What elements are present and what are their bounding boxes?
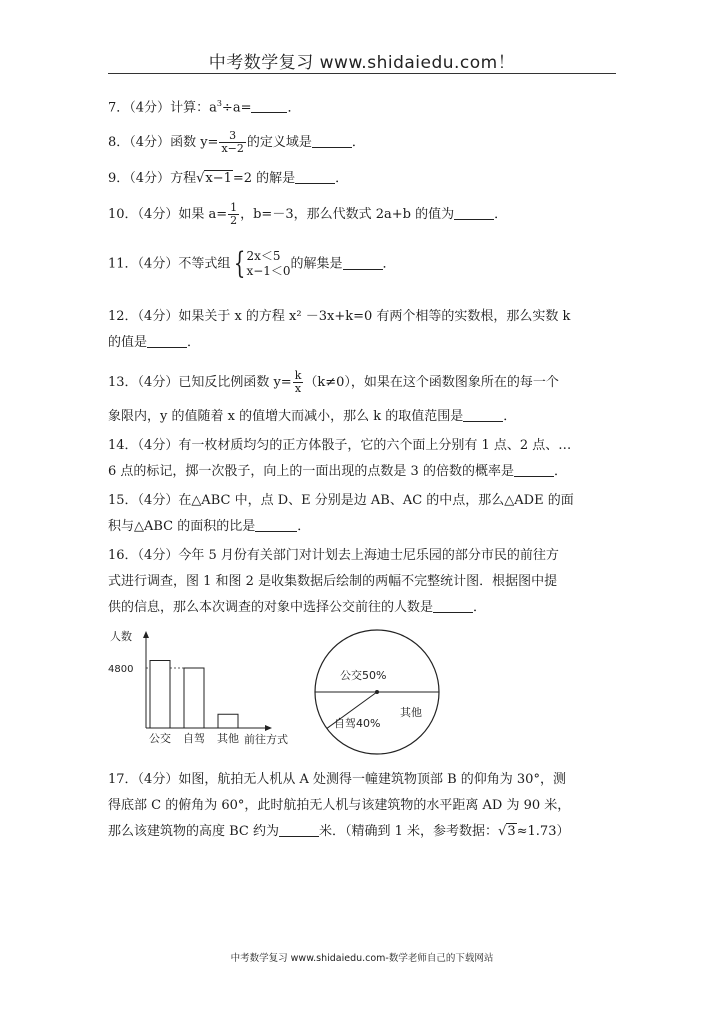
- question-score: （4分）: [129, 135, 171, 150]
- answer-blank: [147, 335, 187, 348]
- x-tick-label: 自驾: [183, 732, 205, 745]
- question-score: （4分）: [137, 256, 179, 272]
- answer-blank: [454, 207, 494, 220]
- question-text: 6 点的标记，掷一次骰子，向上的一面出现的点数是 3 的倍数的概率是: [108, 464, 514, 479]
- answer-blank: [433, 600, 473, 613]
- radicand: x−1: [205, 171, 232, 186]
- y-axis-arrow-icon: [143, 631, 149, 638]
- y-axis-label: 人数: [110, 630, 132, 643]
- question-number: 9．: [108, 171, 130, 186]
- question-text: ÷a=: [221, 100, 252, 116]
- question-score: （4分）: [137, 207, 179, 222]
- bar-2: [184, 668, 204, 728]
- question-text: 的定义域是: [246, 135, 312, 150]
- question-7: 7．（4分）计算：$a^3\div a=$ ．: [108, 99, 301, 116]
- question-number: 8．: [108, 135, 130, 150]
- question-text: 14．（4分）有一枚材质均匀的正方体骰子，它的六个面上分别有 1 点、2 点、…: [108, 438, 572, 453]
- question-13: 13．（4分）已知反比例函数 y= $\frac{k}{x}$ （k≠0），如果在这个函数图象所在的每一个 象限内，y 的值随着 x 的值增大而减小，那么 k 的取值范围是 ．: [108, 369, 559, 424]
- x-axis-label: 前往方式: [244, 733, 288, 746]
- bar-3: [218, 714, 238, 728]
- question-12: 12．（4分）如果关于 x 的方程 x² －3x+k=0 有两个相等的实数根，那么实数 k 的值是 ．: [108, 309, 618, 351]
- question-text: 式进行调查，图 1 和图 2 是收集数据后绘制的两幅不完整统计图．根据图中提: [108, 574, 558, 589]
- question-text: 供的信息，那么本次调查的对象中选择公交前往的人数是: [108, 600, 434, 615]
- bar-1: [150, 661, 170, 729]
- pie-slice-label-1: 公交50%: [340, 669, 387, 682]
- question-text: 得底部 C 的俯角为 60°，此时航拍无人机与该建筑物的水平距离 AD 为 90 米，: [108, 798, 571, 813]
- inequality-system: 2x＜5 x−1＜0: [246, 249, 291, 278]
- question-text: 函数 y=: [170, 135, 219, 150]
- fraction: $\frac{1}{2}$: [230, 201, 238, 227]
- x-tick-label: 其他: [217, 732, 239, 745]
- question-text: 16．（4分）今年 5 月份有关部门对计划去上海迪士尼乐园的部分市民的前往方: [108, 548, 559, 563]
- question-text: （k≠0），如果在这个函数图象所在的每一个: [304, 375, 559, 390]
- x-tick-label: 公交: [149, 732, 171, 745]
- question-text: 17．（4分）如图，航拍无人机从 A 处测得一幢建筑物顶部 B 的仰角为 30°，测: [108, 772, 566, 787]
- brace-icon: {: [234, 246, 246, 281]
- answer-blank: [251, 100, 287, 113]
- question-text: 的解集是: [290, 256, 343, 272]
- x-axis-arrow-icon: [265, 725, 272, 731]
- bar-chart: [106, 630, 306, 750]
- header-divider: [108, 73, 616, 74]
- question-score: （4分）: [129, 100, 171, 116]
- question-8: 8．（4分）函数 y= $\frac{3}{x-2}$ 的定义域是 ．: [108, 129, 365, 155]
- question-text: 13．（4分）已知反比例函数 y=: [108, 375, 292, 390]
- question-text: 方程: [170, 171, 197, 186]
- pie-slice-label-3: 其他: [400, 706, 422, 719]
- sqrt-sign: √: [498, 824, 507, 839]
- question-text: 积与△ABC 的面积的比是: [108, 519, 256, 534]
- question-17: 17．（4分）如图，航拍无人机从 A 处测得一幢建筑物顶部 B 的仰角为 30°，测 得底部 C 的俯角为 60°，此时航拍无人机与该建筑物的水平距离 AD 为 90 米， 那么该建筑物的高度 BC 约为 米．（精确到 1 米，参考数据：√3≈1.73）: [108, 772, 618, 840]
- answer-blank: [343, 257, 383, 270]
- page-header-title: 中考数学复习 www.shidaiedu.com！: [208, 53, 516, 73]
- page-footer: 中考数学复习 www.shidaiedu.com-数学老师自己的下载网站: [230, 953, 494, 964]
- question-15: 15．（4分）在△ABC 中，点 D、E 分别是边 AB、AC 的中点，那么△ADE 的面 积与△ABC 的面积的比是 ．: [108, 493, 618, 535]
- question-10: 10．（4分）如果 a= $\frac{1}{2}$ ，b=－3，那么代数式 2a+b 的值为 ．: [108, 201, 508, 227]
- question-text: 计算：a: [170, 100, 217, 116]
- answer-blank: [255, 519, 297, 532]
- question-14: 14．（4分）有一枚材质均匀的正方体骰子，它的六个面上分别有 1 点、2 点、… 6 点的标记，掷一次骰子，向上的一面出现的点数是 3 的倍数的概率是 ．: [108, 438, 618, 480]
- question-number: 11．: [108, 256, 138, 272]
- question-9: 9．（4分）方程√x−1=2 的解是 ．: [108, 171, 349, 186]
- question-text: 如果 a=: [178, 207, 228, 222]
- question-text: 不等式组: [178, 256, 231, 272]
- question-text: 的值是: [108, 335, 148, 350]
- answer-blank: [463, 409, 503, 422]
- sqrt-sign: √: [196, 171, 205, 186]
- question-text: 米．（精确到 1 米，参考数据：: [319, 824, 499, 839]
- question-text: 12．（4分）如果关于 x 的方程 x² －3x+k=0 有两个相等的实数根，那么实数 k: [108, 309, 571, 324]
- answer-blank: [279, 824, 319, 837]
- answer-blank: [295, 171, 335, 184]
- answer-blank: [312, 135, 352, 148]
- question-number: 10．: [108, 207, 138, 222]
- pie-chart: [312, 627, 442, 757]
- pie-slice-label-2: 自驾40%: [334, 717, 381, 730]
- question-text: 象限内，y 的值随着 x 的值增大而减小，那么 k 的取值范围是: [108, 409, 464, 424]
- radicand: 3: [507, 824, 516, 839]
- pie-center: [375, 690, 379, 694]
- y-tick-label: 4800: [108, 664, 134, 675]
- question-text: ，b=－3，那么代数式 2a+b 的值为: [240, 207, 455, 222]
- question-text: 那么该建筑物的高度 BC 约为: [108, 824, 280, 839]
- exponent: 3: [216, 99, 222, 108]
- fraction: $\frac{3}{x-2}$: [221, 129, 244, 155]
- fraction: $\frac{k}{x}$: [294, 369, 302, 395]
- question-number: 7．: [108, 100, 130, 116]
- question-16: 16．（4分）今年 5 月份有关部门对计划去上海迪士尼乐园的部分市民的前往方 式进行调查，图 1 和图 2 是收集数据后绘制的两幅不完整统计图．根据图中提 供的信息，那么本次调查的对象中选择公交前往的人数是 ．: [108, 548, 618, 616]
- question-text: =2 的解是: [232, 171, 296, 186]
- question-score: （4分）: [129, 171, 171, 186]
- answer-blank: [514, 464, 554, 477]
- question-11: 11．（4分）不等式组 { 2x＜5 x−1＜0 的解集是 ．: [108, 246, 396, 281]
- question-text: 15．（4分）在△ABC 中，点 D、E 分别是边 AB、AC 的中点，那么△ADE 的面: [108, 493, 574, 508]
